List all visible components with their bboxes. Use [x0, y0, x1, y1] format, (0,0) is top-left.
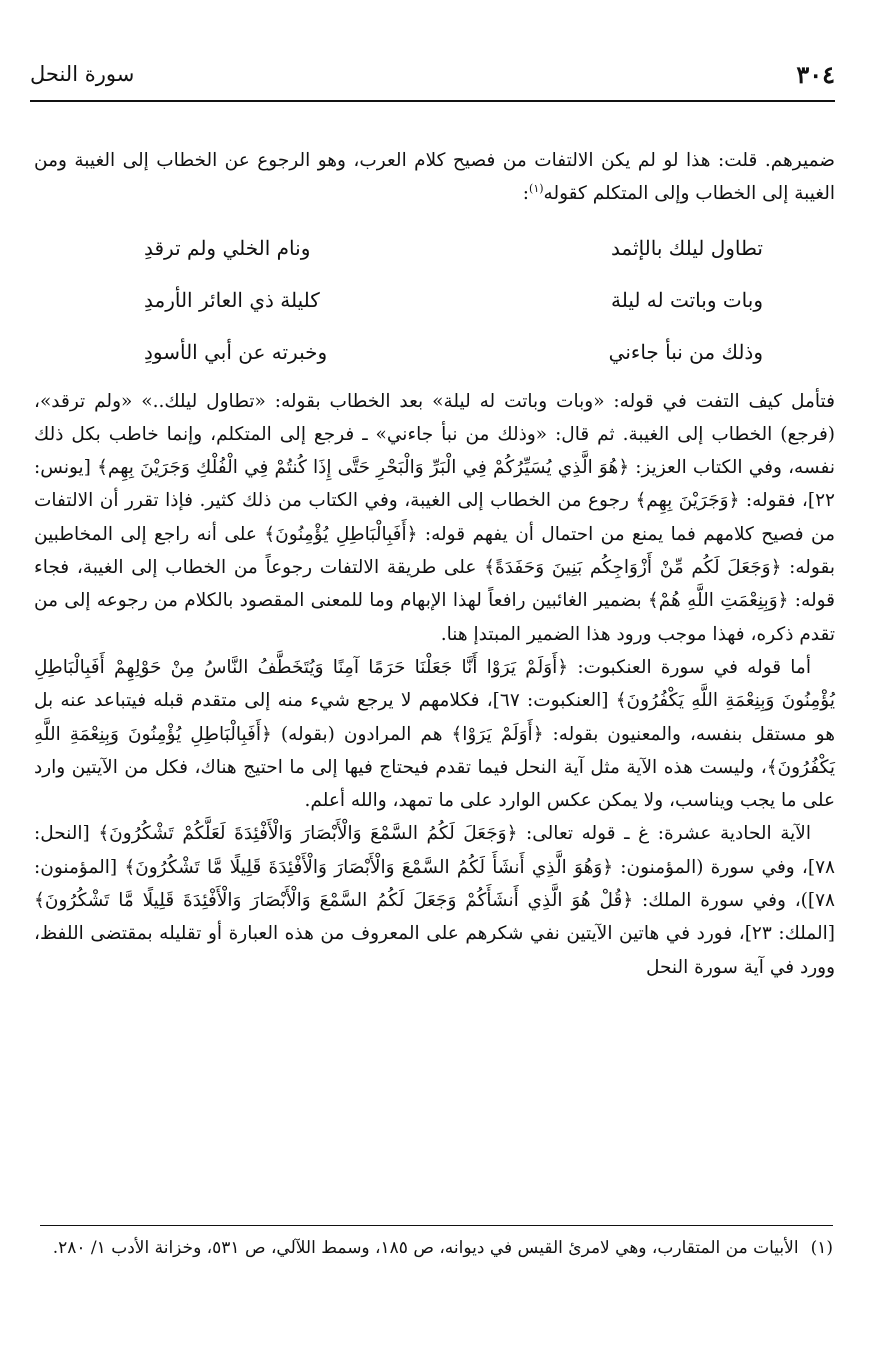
footnote-divider: [40, 1225, 833, 1226]
footnotes: [38, 1234, 833, 1262]
poem-first-hemistich: وبات وباتت له ليلة: [610, 287, 763, 312]
running-title: سورة النحل: [30, 62, 135, 86]
footnote-reference: (١): [529, 182, 544, 196]
poem-verse: [34, 327, 835, 379]
footnote: [38, 1234, 833, 1262]
poem-first-hemistich: تطاول ليلك بالإثمد: [610, 235, 763, 260]
main-text: [34, 144, 835, 984]
paragraph: أما قوله في سورة العنكبوت: ﴿أَوَلَمْ يَرَوْا أَنَّا جَعَلْنَا حَرَمًا آمِنًا وَيُتَخَطَّفُ النَّاسُ مِنْ حَوْلِهِمْ أَفَبِالْبَاطِلِ يُؤْمِنُونَ وَبِنِعْمَةِ اللَّهِ يَكْفُرُونَ﴾ [العنكبوت: ٦٧]، فكلامهم لا يرجع شيء منه إلى متقدم قبله فيتباعد عنه بل هو مستقل بنفسه، والمعنيون بقوله: ﴿أَوَلَمْ يَرَوْا﴾ هم المرادون (بقوله) ﴿أَفَبِالْبَاطِلِ يُؤْمِنُونَ وَبِنِعْمَةِ اللَّهِ يَكْفُرُونَ﴾، وليست هذه الآية مثل آية النحل فيما تقدم فيحتاج فيها إلى ما احتيج هناك، فكل من الآيتين وارد على ما يجب ويناسب، ولا يمكن عكس الوارد على ما تمهد، والله أعلم.: [34, 656, 835, 812]
footnote-marker: (١): [810, 1238, 833, 1258]
footnote-text: الأبيات من المتقارب، وهي لامرئ القيس في ديوانه، ص ١٨٥، وسمط اللآلي، ص ٥٣١، وخزانة الأدب ١/ ٢٨٠.: [52, 1238, 799, 1258]
poem-second-hemistich: كليلة ذي العائر الأرمدِ: [144, 287, 320, 312]
poem-second-hemistich: ونام الخلي ولم ترقدِ: [144, 235, 311, 260]
page-header: [30, 56, 835, 102]
punctuation: :: [522, 183, 530, 205]
paragraph: [34, 144, 835, 211]
paragraph: الآية الحادية عشرة: غ ـ قوله تعالى: ﴿وَجَعَلَ لَكُمُ السَّمْعَ وَالْأَبْصَارَ وَالْأَفْئِدَةَ لَعَلَّكُمْ تَشْكُرُونَ﴾ [النحل: ٧٨]، وفي سورة (المؤمنون: ﴿وَهُوَ الَّذِي أَنشَأَ لَكُمُ السَّمْعَ وَالْأَبْصَارَ وَالْأَفْئِدَةَ قَلِيلًا مَّا تَشْكُرُونَ﴾ [المؤمنون: ٧٨])، وفي سورة الملك: ﴿قُلْ هُوَ الَّذِي أَنشَأَكُمْ وَجَعَلَ لَكُمُ السَّمْعَ وَالْأَبْصَارَ وَالْأَفْئِدَةَ قَلِيلًا مَّا تَشْكُرُونَ﴾ [الملك: ٢٣]، فورد في هاتين الآيتين نفي شكرهم على المعروف من هذه العبارة أو تقليله بمقتضى اللفظ، وورد في آية سورة النحل: [34, 823, 835, 978]
page-number: ٣٠٤: [796, 60, 835, 89]
paragraph-text: ضميرهم. قلت: هذا لو لم يكن الالتفات من فصيح كلام العرب، وهو الرجوع عن الخطاب إلى الغيبة ومن الغيبة إلى الخطاب وإلى المتكلم كقوله: [34, 150, 835, 205]
poem-verse: [34, 275, 835, 327]
poem-block: [34, 223, 835, 379]
poem-second-hemistich: وخبرته عن أبي الأسودِ: [144, 339, 328, 364]
paragraph: فتأمل كيف التفت في قوله: «وبات وباتت له ليلة» بعد الخطاب بقوله: «تطاول ليلك..» «ولم ترقد»، (فرجع) الخطاب إلى الغيبة. ثم قال: «وذلك من نبأ جاءني» ـ فرجع إلى المتكلم، وإنما خاطب بكل ذلك نفسه، وفي الكتاب العزيز: ﴿هُوَ الَّذِي يُسَيِّرُكُمْ فِي الْبَرِّ وَالْبَحْرِ حَتَّى إِذَا كُنتُمْ فِي الْفُلْكِ وَجَرَيْنَ بِهِم﴾ [يونس: ٢٢]، فقوله: ﴿وَجَرَيْنَ بِهِم﴾ رجوع من الخطاب إلى الغيبة، وفي الكتاب من ذلك كثير. فإذا تقرر أن الالتفات من فصيح كلامهم فما يمنع من احتمال أن يفهم قوله: ﴿أَفَبِالْبَاطِلِ يُؤْمِنُونَ﴾ على أنه راجع إلى المخاطبين بقوله: ﴿وَجَعَلَ لَكُم مِّنْ أَزْوَاجِكُم بَنِينَ وَحَفَدَةً﴾ على طريقة الالتفات رجوعاً من الخطاب إلى الغيبة، فجاء قوله: ﴿وَبِنِعْمَتِ اللَّهِ هُمْ﴾ بضمير الغائبين رافعاً لهذا الإبهام وما للمعنى المقصود بالكلام من رجوعه إلى من تقدم ذكره، فهذا موجب ورود هذا الضمير المبتدإ هنا.: [34, 390, 835, 645]
poem-verse: [34, 223, 835, 275]
poem-first-hemistich: وذلك من نبأ جاءني: [608, 339, 763, 364]
